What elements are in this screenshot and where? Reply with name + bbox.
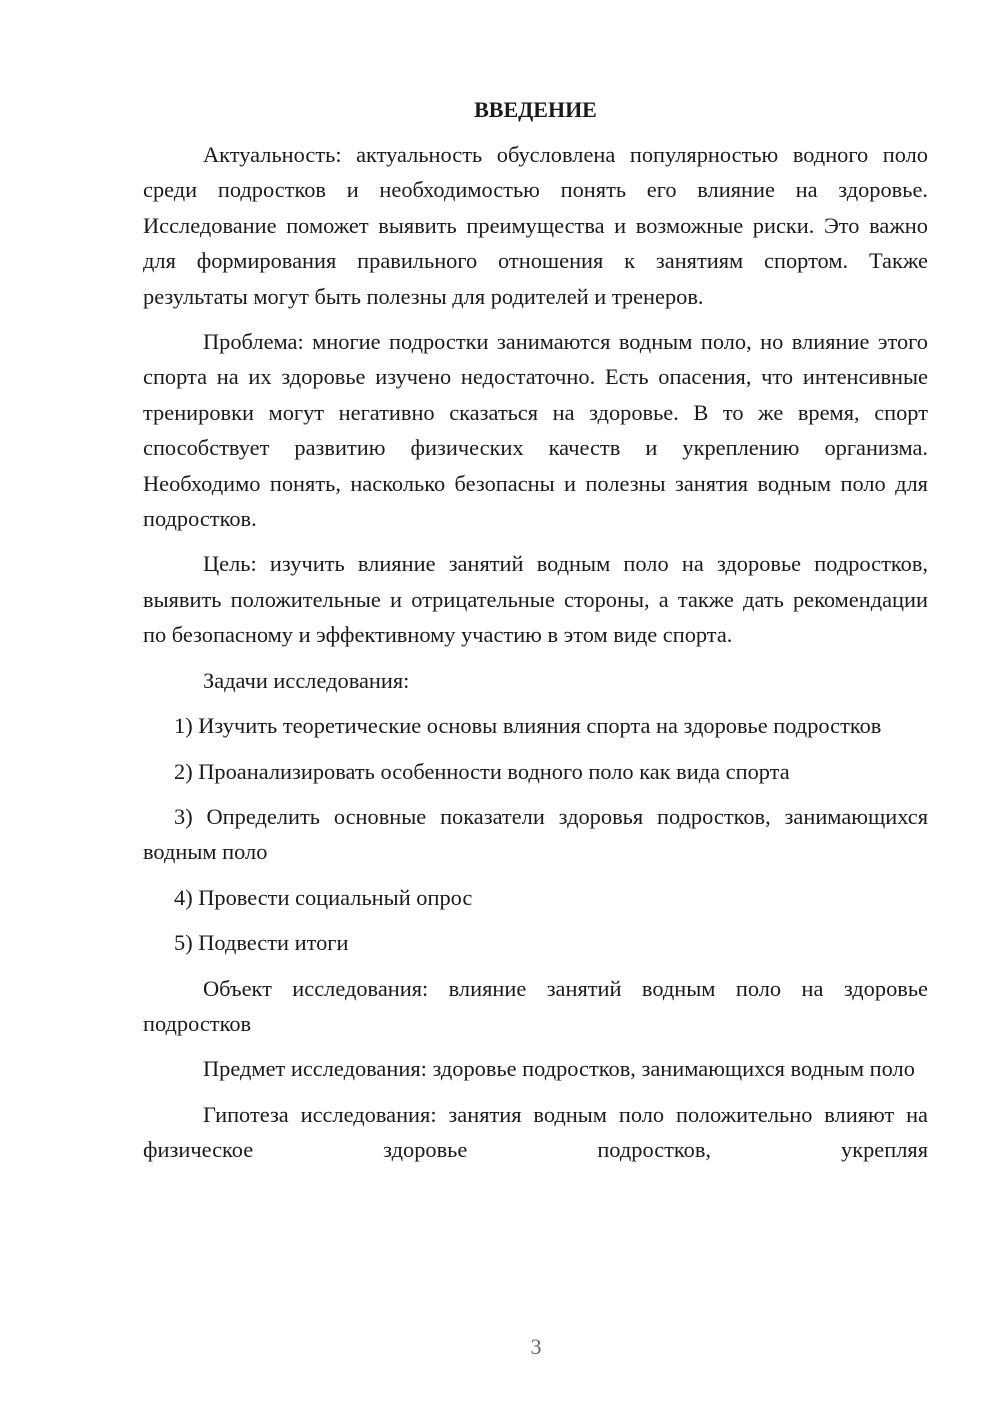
task-item-3: 3) Определить основные показатели здоровья подростков, занимающихся водным поло <box>143 803 928 865</box>
object-paragraph: Объект исследования: влияние занятий водным поло на здоровье подростков <box>143 975 928 1036</box>
page-number: 3 <box>530 1334 542 1359</box>
hypothesis-paragraph: Гипотеза исследования: занятия водным поло положительно влияют на физическое здоровье подростков, укрепляя <box>143 1101 928 1163</box>
task-item-4: 4) Провести социальный опрос <box>174 884 473 910</box>
section-title: ВВЕДЕНИЕ <box>474 97 597 122</box>
problem-paragraph: Проблема: многие подростки занимаются водным поло, но влияние этого спорта на их здоровье изучено недостаточно. Есть опасения, что интенсивные тренировки могут негативно сказаться на здоровье. В то же время, спорт способствует развитию физических качеств и укреплению организма. Необходимо понять, насколько безопасны и полезны занятия водным поло для подростков. <box>143 329 928 532</box>
task-item-5: 5) Подвести итоги <box>174 930 349 956</box>
task-item-2: 2) Проанализировать особенности водного поло как вида спорта <box>174 758 790 784</box>
task-item-1: 1) Изучить теоретические основы влияния спорта на здоровье подростков <box>174 713 882 739</box>
subject-paragraph: Предмет исследования: здоровье подростков, занимающихся водным поло <box>203 1056 915 1082</box>
tasks-heading: Задачи исследования: <box>203 667 410 693</box>
goal-paragraph: Цель: изучить влияние занятий водным поло на здоровье подростков, выявить положительные и отрицательные стороны, а также дать рекомендации по безопасному и эффективному участию в этом виде спорта. <box>143 551 928 648</box>
page-content <box>143 92 928 1178</box>
relevance-paragraph: Актуальность: актуальность обусловлена популярностью водного поло среди подростков и необходимостью понять его влияние на здоровье. Исследование поможет выявить преимущества и возможные риски. Это важно для формирования правильного отношения к занятиям спортом. Также результаты могут быть полезны для родителей и тренеров. <box>143 142 928 309</box>
